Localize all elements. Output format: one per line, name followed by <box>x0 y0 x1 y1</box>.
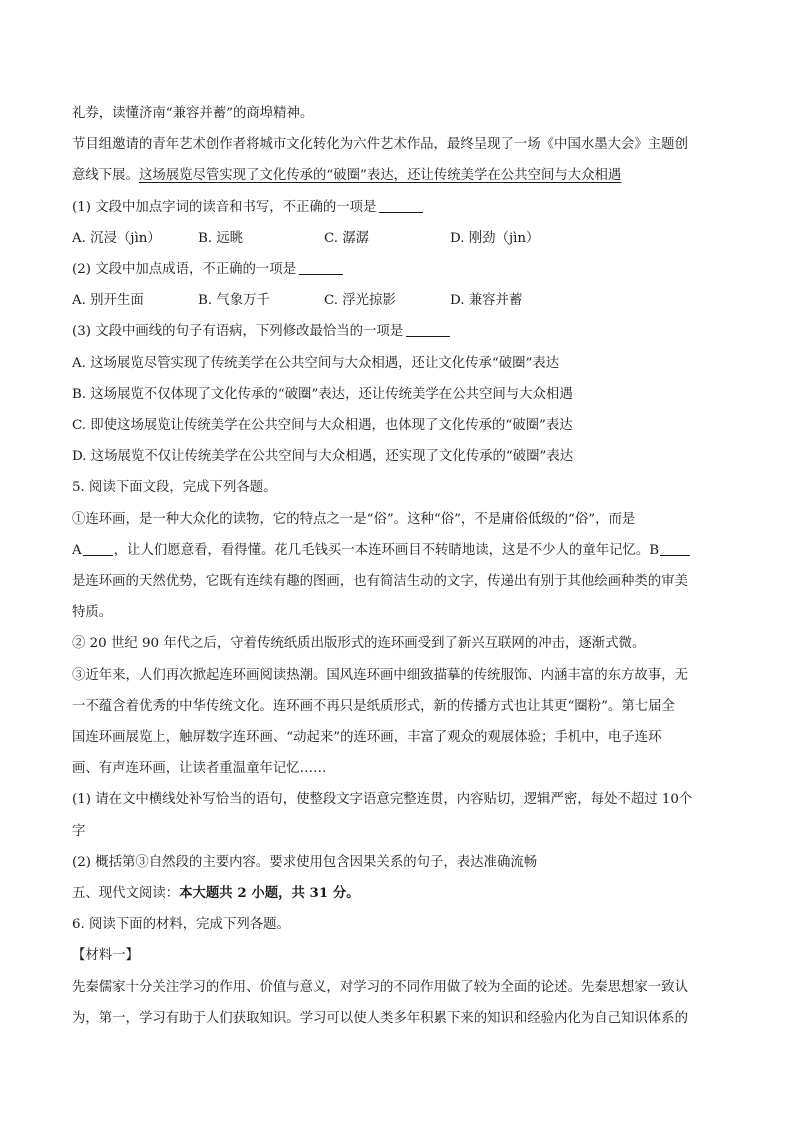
material-1-label: 【材料一】 <box>72 948 139 964</box>
q2-options <box>72 285 722 316</box>
q3-option-a[interactable]: A. 这场展览尽管实现了传统美学在公共空间与大众相遇，还让文化传承“破圈”表达 <box>72 355 560 371</box>
document-page <box>72 98 722 1034</box>
blank-b[interactable] <box>660 541 690 556</box>
section-5-label: 五、现代文阅读： <box>72 886 180 902</box>
q2-option-c[interactable]: C. 浮光掠影 <box>324 293 396 309</box>
q2-stem <box>72 254 722 285</box>
blank-a[interactable] <box>83 541 113 556</box>
q5-sub1-line-1: (1) 请在文中横线处补写恰当的语句，使整段文字语意完整连贯，内容贴切，逻辑严密，每处不超过 10个 <box>72 792 693 808</box>
q5-p1-line-1: ①连环画，是一种大众化的读物，它的特点之一是“俗”。这种“俗”，不是庸俗低级的“俗”，而是 <box>72 511 636 527</box>
q1-option-b[interactable]: B. 远眺 <box>198 230 244 246</box>
q5-sub1-line-2: 字 <box>72 823 86 839</box>
q5-p3-line-3: 国连环画展览上，触屏数字连环画、“动起来”的连环画，丰富了观众的观展体验；手机中，电子连环 <box>72 730 662 746</box>
q5-p3-line-4: 画、有声连环画，让读者重温童年记忆…… <box>72 761 327 777</box>
q5-heading: 5. 阅读下面文段，完成下列各题。 <box>72 480 277 496</box>
q1-stem <box>72 192 722 223</box>
q2-option-b[interactable]: B. 气象万千 <box>198 293 270 309</box>
q5-p1-line-4: 特质。 <box>72 605 113 621</box>
q1-answer-blank[interactable] <box>379 198 423 213</box>
underlined-sentence: 这场展览尽管实现了文化传承的“破圈”表达，还让传统美学在公共空间与大众相遇 <box>138 168 622 184</box>
q5-paragraph-2: ② 20 世纪 90 年代之后，守着传统纸质出版形式的连环画受到了新兴互联网的冲击，逐渐式微。 <box>72 636 646 652</box>
q1-option-a[interactable]: A. 沉浸（jìn） <box>72 230 161 246</box>
q3-stem-text: (3) 文段中画线的句子有语病，下列修改最恰当的一项是 <box>72 324 404 340</box>
section-5-detail: 本大题共 2 小题，共 31 分。 <box>179 885 360 902</box>
blank-a-label: A <box>72 542 82 558</box>
q3-option-d[interactable]: D. 这场展览不仅让传统美学在公共空间与大众相遇，还实现了文化传承的“破圈”表达 <box>72 449 574 465</box>
intro-line-3-prefix: 意线下展。 <box>72 168 139 184</box>
q2-option-a[interactable]: A. 别开生面 <box>72 293 144 309</box>
q3-answer-blank[interactable] <box>406 322 450 337</box>
q6-heading: 6. 阅读下面的材料，完成下列各题。 <box>72 917 290 933</box>
section-5-heading <box>72 878 722 909</box>
q2-answer-blank[interactable] <box>299 260 343 275</box>
q3-option-b[interactable]: B. 这场展览不仅体现了文化传承的“破圈”表达，还让传统美学在公共空间与大众相遇 <box>72 386 573 402</box>
q5-p1-line-3: 是连环画的天然优势，它既有连续有趣的图画，也有简洁生动的文字，传递出有别于其他绘画种类的审美 <box>72 574 688 590</box>
q6-line-2: 为，第一，学习有助于人们获取知识。学习可以使人类多年积累下来的知识和经验内化为自己知识体系的 <box>72 1010 688 1026</box>
q1-option-c[interactable]: C. 潺潺 <box>324 230 370 246</box>
q2-stem-text: (2) 文段中加点成语，不正确的一项是 <box>72 262 297 278</box>
q1-option-d[interactable]: D. 刚劲（jìn） <box>450 230 540 246</box>
intro-line-3 <box>72 160 722 191</box>
q6-line-1: 先秦儒家十分关注学习的作用、价值与意义，对学习的不同作用做了较为全面的论述。先秦思想家一致认 <box>72 979 688 995</box>
q3-stem <box>72 316 722 347</box>
q1-stem-text: (1) 文段中加点字词的读音和书写，不正确的一项是 <box>72 199 377 215</box>
q5-p3-line-1: ③近年来，人们再次掀起连环画阅读热潮。国风连环画中细致描摹的传统服饰、内涵丰富的东方故事，无 <box>72 667 688 683</box>
q2-option-d[interactable]: D. 兼容并蓄 <box>450 293 523 309</box>
q5-p1-line-2-text: ，让人们愿意看，看得懂。花几毛钱买一本连环画目不转睛地读，这是不少人的童年记忆。B <box>113 542 660 558</box>
q5-p1-line-2 <box>72 535 722 566</box>
intro-line-2: 节目组邀请的青年艺术创作者将城市文化转化为六件艺术作品，最终呈现了一场《中国水墨大会》主题创 <box>72 137 688 153</box>
intro-line-1: 礼券，读懂济南“兼容并蓄”的商埠精神。 <box>72 106 314 121</box>
q1-options <box>72 223 722 254</box>
q5-sub2: (2) 概括第③自然段的主要内容。要求使用包含因果关系的句子，表达准确流畅 <box>72 854 538 870</box>
q3-option-c[interactable]: C. 即使这场展览让传统美学在公共空间与大众相遇，也体现了文化传承的“破圈”表达 <box>72 418 573 434</box>
q5-p3-line-2: 一不蕴含着优秀的中华传统文化。连环画不再只是纸质形式，新的传播方式也让其更“圈粉”。第七届全 <box>72 698 675 714</box>
